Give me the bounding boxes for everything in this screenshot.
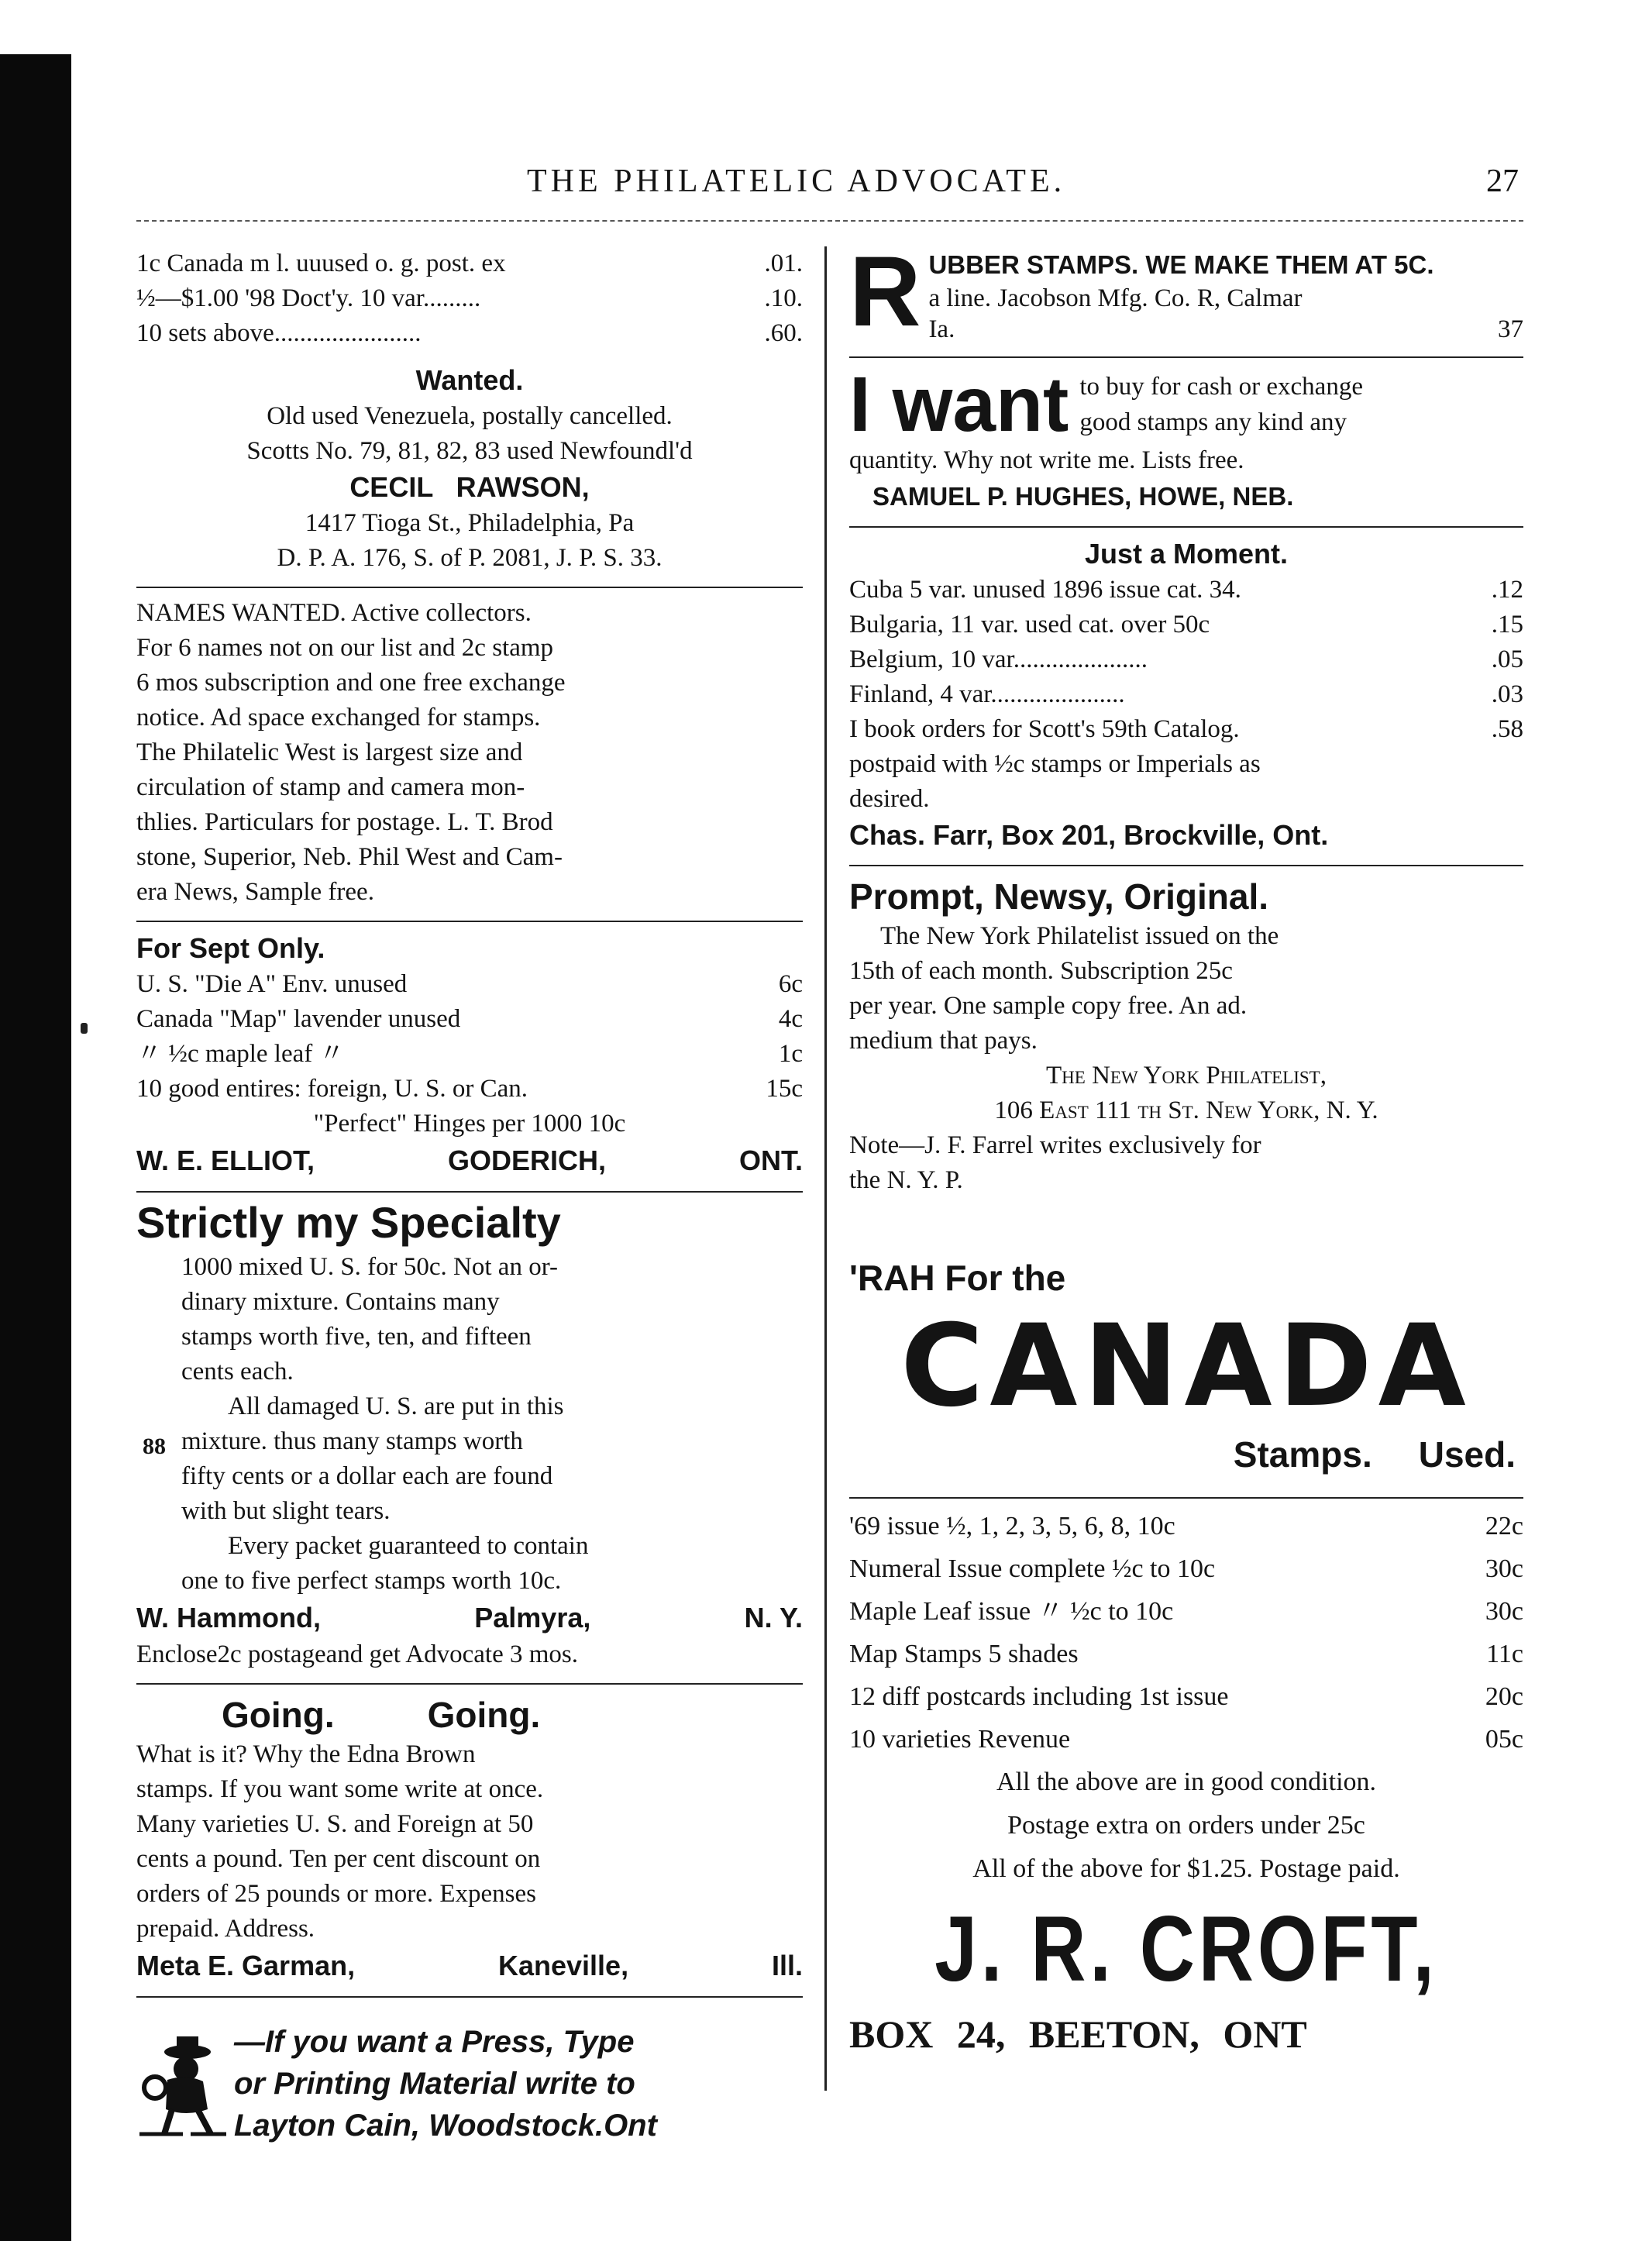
price-line: Bulgaria, 11 var. used cat. over 50c .15 (849, 611, 1523, 639)
margin-mark: 88 (143, 1434, 166, 1459)
price-line: Cuba 5 var. unused 1896 issue cat. 34. .12 (849, 576, 1523, 604)
advertiser-address: 1417 Tioga St., Philadelphia, Pa (305, 509, 635, 537)
ad-canada-stamps (849, 1209, 1523, 2072)
price-line: 1c Canada m l. uuused o. g. post. ex .01. (136, 250, 803, 277)
left-column (136, 246, 803, 2146)
ad-line: Old used Venezuela, postally cancelled. (267, 402, 673, 430)
ad-line: medium that pays. (849, 1027, 1038, 1055)
ad-subheading: Stamps. Used. (1233, 1434, 1516, 1475)
advertiser-address: BOX 24, BEETON, ONT (849, 2012, 1307, 2056)
price-line: Finland, 4 var..................... .03 (849, 680, 1523, 708)
right-column (849, 236, 1523, 2072)
price-line: Numeral Issue complete ½c to 10c 30c (849, 1554, 1523, 1583)
ad-line: the N. Y. P. (849, 1166, 963, 1194)
ad-line: For 6 names not on our list and 2c stamp (136, 634, 554, 662)
ad-line: Many varieties U. S. and Foreign at 50 (136, 1810, 534, 1838)
advertiser-signature: W. Hammond, Palmyra, N. Y. (136, 1602, 803, 1633)
ad-heading: For Sept Only. (136, 932, 325, 964)
ad-line: notice. Ad space exchanged for stamps. (136, 704, 541, 732)
price-line: ½—$1.00 '98 Doct'y. 10 var......... .10. (136, 284, 803, 312)
ad-heading: UBBER STAMPS. WE MAKE THEM AT 5C. (928, 250, 1434, 279)
advertiser-name: CECIL RAWSON, (349, 471, 590, 503)
ad-body: 1000 mixed U. S. for 50c. Not an or- dinary mixture. Contains many stamps worth five, ten, and fifteen cents each. All damaged U. S. are put in this mixture. thus many stamps worth fifty cents or a dollar each are found with but slight tears. Every packet guaranteed to contain one to five perfect stamps worth 10c. (181, 1253, 589, 1595)
advertiser-memberships: D. P. A. 176, S. of P. 2081, J. P. S. 33. (277, 544, 663, 572)
publisher-name: The New York Philatelist, (1046, 1062, 1327, 1090)
ad-line: NAMES WANTED. Active collectors. (136, 599, 532, 627)
ad-i-want: I want to buy for cash or exchange good stamps any kind any quantity. Why not write me. Lists free. SAMUEL P. HUGHES, HOWE, NEB. (849, 358, 1523, 528)
price-line: Canada "Map" lavender unused 4c (136, 1005, 803, 1033)
ad-printing-press (136, 2021, 803, 2146)
ad-just-a-moment (849, 528, 1523, 866)
ad-line: orders of 25 pounds or more. Expenses (136, 1880, 536, 1908)
price-line: Map Stamps 5 shades 11c (849, 1640, 1523, 1668)
ad-line: "Perfect" Hinges per 1000 10c (313, 1110, 626, 1138)
ad-line: postpaid with ½c stamps or Imperials as (849, 750, 1261, 778)
margin-dot (81, 1023, 88, 1034)
ad-line: era News, Sample free. (136, 878, 374, 906)
ad-heading: I want (849, 361, 1069, 448)
ad-names-wanted (136, 588, 803, 922)
price-line: 10 good entires: foreign, U. S. or Can. 15c (136, 1075, 803, 1103)
ad-heading: Prompt, Newsy, Original. (849, 876, 1269, 917)
ad-line: All of the above for $1.25. Postage paid. (972, 1854, 1400, 1883)
page-header (480, 163, 1519, 225)
ad-sept-only (136, 922, 803, 1193)
advertiser-signature: W. E. ELLIOT, GODERICH, ONT. (136, 1145, 803, 1176)
price-line: 〃 ½c maple leaf 〃 1c (136, 1040, 803, 1068)
ad-heading: 'RAH For the (849, 1258, 1066, 1298)
ad-new-york-philatelist (849, 866, 1523, 1209)
ad-line: 15th of each month. Subscription 25c (849, 957, 1233, 985)
ad-line: 6 mos subscription and one free exchange (136, 669, 566, 697)
ad-heading: Wanted. (415, 364, 524, 396)
price-line: I book orders for Scott's 59th Catalog. .58 (849, 715, 1523, 743)
ad-line: The New York Philatelist issued on the (880, 922, 1279, 950)
price-line: 10 sets above....................... .60. (136, 319, 803, 347)
ad-line: All the above are in good condition. (996, 1768, 1377, 1796)
ad-line: stone, Superior, Neb. Phil West and Cam- (136, 843, 563, 871)
price-line: 10 varieties Revenue 05c (849, 1725, 1523, 1754)
price-line: Maple Leaf issue 〃 ½c to 10c 30c (849, 1597, 1523, 1626)
publisher-address: 106 East 111 th St. New York, N. Y. (994, 1096, 1378, 1124)
ad-line: a line. Jacobson Mfg. Co. R, Calmar (928, 284, 1303, 312)
ad-heading: Strictly my Specialty (136, 1198, 561, 1247)
ad-line: What is it? Why the Edna Brown (136, 1740, 476, 1768)
ad-going (136, 1685, 803, 1998)
ad-line: prepaid. Address. (136, 1915, 315, 1943)
printer-figure-icon (136, 2026, 229, 2142)
advertiser-signature: Meta E. Garman, Kaneville, Ill. (136, 1950, 803, 1981)
page-title: THE PHILATELIC ADVOCATE. (527, 164, 1066, 199)
advertiser-signature: SAMUEL P. HUGHES, HOWE, NEB. (872, 482, 1294, 511)
page-number: 27 (1486, 164, 1519, 199)
price-line: U. S. "Die A" Env. unused 6c (136, 970, 803, 998)
ad-line: desired. (849, 785, 930, 813)
ad-specialty (136, 1193, 803, 1685)
ad-line: cents a pound. Ten per cent discount on (136, 1845, 541, 1873)
ad-body: —If you want a Press, Type or Printing Material write to Layton Cain, Woodstock.Ont (234, 2025, 657, 2143)
ad-rubber-stamps (849, 236, 1523, 358)
header-rule (136, 220, 1523, 222)
ad-line: quantity. Why not write me. Lists free. (849, 446, 1244, 474)
ad-line: Note—J. F. Farrel writes exclusively for (849, 1131, 1261, 1159)
canada-banner: CANADA (900, 1300, 1472, 1432)
price-line: Belgium, 10 var..................... .05 (849, 645, 1523, 673)
ad-line: Ia. 37 (928, 315, 1523, 343)
column-divider (824, 246, 827, 2091)
drop-cap: R (849, 236, 921, 347)
ad-wanted (136, 362, 803, 588)
ad-line: per year. One sample copy free. An ad. (849, 992, 1248, 1020)
ad-line: The Philatelic West is largest size and (136, 738, 523, 766)
ad-line: Postage extra on orders under 25c (1007, 1811, 1365, 1840)
binding-edge (0, 54, 71, 2241)
ad-line: Enclose2c postageand get Advocate 3 mos. (136, 1640, 579, 1668)
ad-line: Scotts No. 79, 81, 82, 83 used Newfoundl'd (246, 437, 693, 465)
price-line: 12 diff postcards including 1st issue 20c (849, 1682, 1523, 1711)
ad-line: thlies. Particulars for postage. L. T. Brod (136, 808, 553, 836)
price-list (849, 1497, 1523, 1761)
ad-heading: Going. Going. (222, 1695, 541, 1735)
ad-line: stamps. If you want some write at once. (136, 1775, 544, 1803)
ad-line: circulation of stamp and camera mon- (136, 773, 525, 801)
ad-canada-price-list (136, 246, 803, 362)
advertiser-name: J. R. CROFT, (934, 1897, 1438, 2001)
ad-heading: Just a Moment. (1084, 538, 1289, 570)
price-line: '69 issue ½, 1, 2, 3, 5, 6, 8, 10c 22c (849, 1512, 1523, 1540)
advertiser-signature: Chas. Farr, Box 201, Brockville, Ont. (849, 819, 1329, 851)
